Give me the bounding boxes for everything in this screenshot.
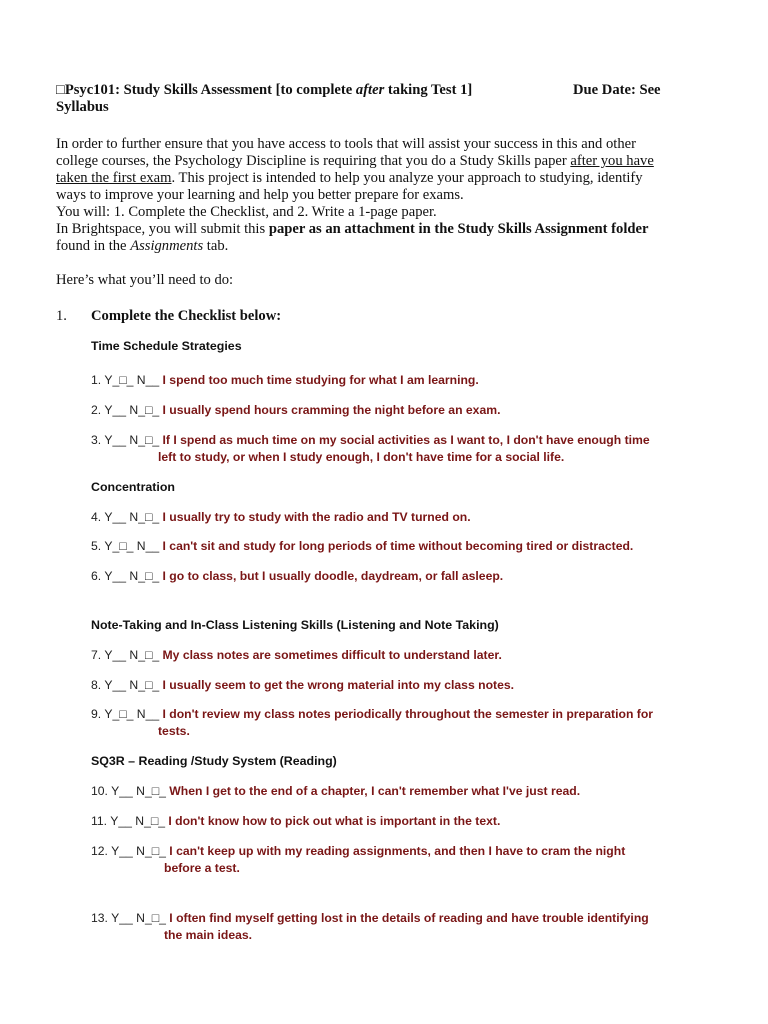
item-answer-prefix: 11. Y__ N_□_ [91,814,169,828]
section-heading-sq3r: SQ3R – Reading /Study System (Reading) [91,754,337,768]
intro-line-3-text: . This project is intended to help you analyze your approach to studying, identify [171,170,643,186]
due-date-continuation: Syllabus [56,99,109,115]
intro-line-4: ways to improve your learning and help you better prepare for exams. [56,187,464,203]
item-answer-prefix: 9. Y_□_ N__ [91,707,163,721]
checklist-item-3 [91,432,711,466]
checklist-item-7 [91,647,711,664]
intro-line-7-text: found in the [56,238,131,254]
intro-paragraph [56,136,716,255]
intro-underline-2: taken the first exam [56,170,172,186]
title-text-end: taking Test 1] [384,82,473,98]
item-statement: I don't know how to pick out what is important in the text. [168,814,501,828]
checklist-item-1 [91,372,711,389]
item-statement: My class notes are sometimes difficult to understand later. [162,648,502,662]
item-statement-continuation: left to study, or when I study enough, I don't have time for a social life. [158,450,565,464]
todo-heading: Here’s what you’ll need to do: [56,272,234,288]
item-statement: I usually seem to get the wrong material into my class notes. [162,678,515,692]
item-statement: I go to class, but I usually doodle, daydream, or fall asleep. [162,569,504,583]
checklist-item-5 [91,538,711,555]
intro-line-2-text: college courses, the Psychology Discipline is requiring that you do a Study Skills paper [56,153,571,169]
item-statement: I don't review my class notes periodically throughout the semester in preparation for [162,707,654,721]
checklist-item-10 [91,783,711,800]
intro-line-6-text: In Brightspace, you will submit this [56,221,269,237]
intro-bold-instruction: paper as an attachment in the Study Skills Assignment folder [268,221,649,237]
checklist-item-9 [91,706,711,740]
item-statement: I can't keep up with my reading assignments, and then I have to cram the night [169,844,626,858]
intro-line-7-end: tab. [203,238,229,254]
item-statement: I usually try to study with the radio and TV turned on. [162,510,471,524]
checklist-item-4 [91,509,711,526]
intro-line-5: You will: 1. Complete the Checklist, and 2. Write a 1-page paper. [56,204,437,220]
checklist-item-11 [91,813,711,830]
item-answer-prefix: 8. Y__ N_□_ [91,678,163,692]
item-answer-prefix: 6. Y__ N_□_ [91,569,163,583]
page-title [56,82,716,99]
item-answer-prefix: 4. Y__ N_□_ [91,510,163,524]
checklist-item-2 [91,402,711,419]
item-statement: When I get to the end of a chapter, I can't remember what I've just read. [169,784,581,798]
item-answer-prefix: 13. Y__ N_□_ [91,911,170,925]
item-answer-prefix: 12. Y__ N_□_ [91,844,170,858]
step-number: 1. [56,308,67,324]
due-date: Due Date: See [573,82,661,98]
item-statement: I usually spend hours cramming the night before an exam. [162,403,501,417]
item-statement: I spend too much time studying for what I am learning. [162,373,479,387]
checklist-item-12 [91,843,711,877]
section-heading-note-taking: Note-Taking and In-Class Listening Skills (Listening and Note Taking) [91,618,499,632]
item-answer-prefix: 1. Y_□_ N__ [91,373,163,387]
intro-line-6 [56,221,716,238]
intro-assignments-tab: Assignments [130,238,204,254]
title-emphasis: after [355,82,385,98]
step-label: Complete the Checklist below: [91,308,282,324]
item-answer-prefix: 2. Y__ N_□_ [91,403,163,417]
item-statement: I can't sit and study for long periods of time without becoming tired or distracted. [162,539,634,553]
intro-line-3 [56,170,716,187]
item-statement-continuation: the main ideas. [164,928,253,942]
item-answer-prefix: 3. Y__ N_□_ [91,433,163,447]
intro-line-2 [56,153,716,170]
section-heading-concentration: Concentration [91,480,175,494]
intro-line-7 [56,238,716,255]
checklist-item-8 [91,677,711,694]
section-heading-time-schedule: Time Schedule Strategies [91,339,242,353]
checklist-item-6 [91,568,711,585]
item-answer-prefix: 7. Y__ N_□_ [91,648,163,662]
item-statement-continuation: before a test. [164,861,240,875]
item-answer-prefix: 5. Y_□_ N__ [91,539,163,553]
title-text-start: □Psyc101: Study Skills Assessment [to complete [56,82,356,98]
item-statement-continuation: tests. [158,724,190,738]
item-answer-prefix: 10. Y__ N_□_ [91,784,170,798]
intro-underline-1: after you have [570,153,654,169]
item-statement: If I spend as much time on my social activities as I want to, I don't have enough time [162,433,650,447]
checklist-item-13 [91,910,711,944]
intro-line-1: In order to further ensure that you have access to tools that will assist your success in this and other [56,136,636,152]
item-statement: I often find myself getting lost in the details of reading and have trouble identifying [169,911,649,925]
